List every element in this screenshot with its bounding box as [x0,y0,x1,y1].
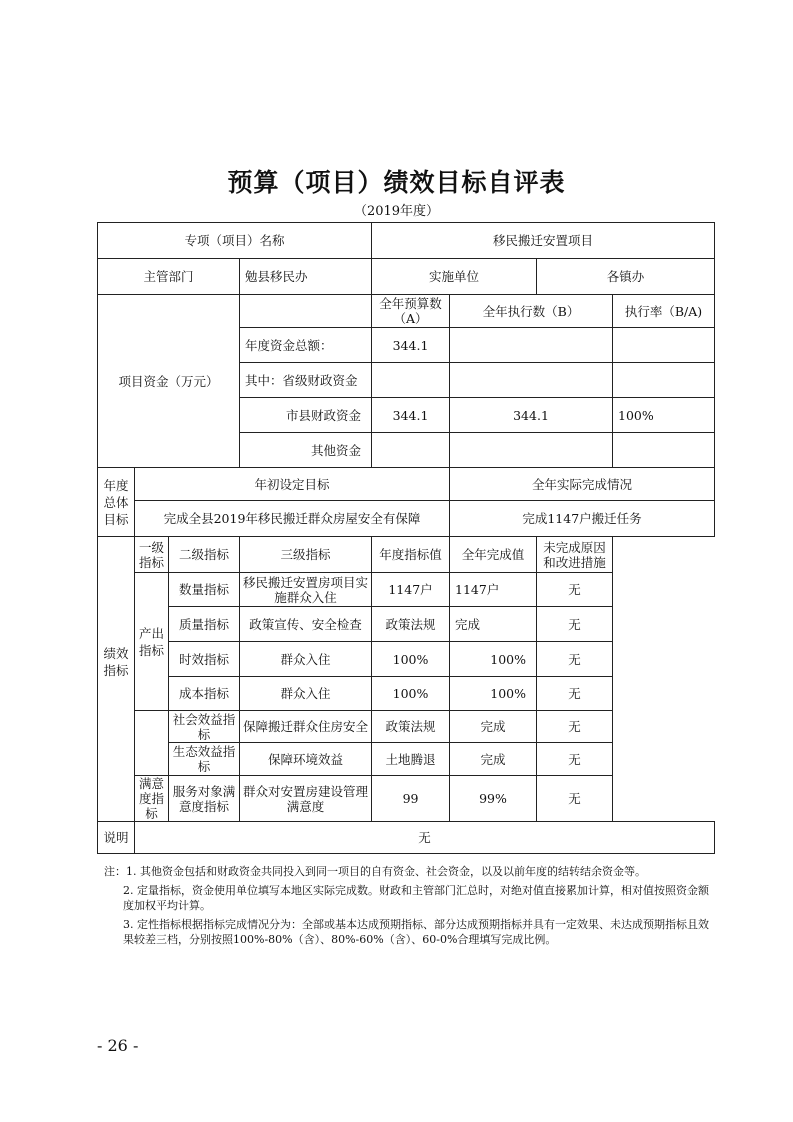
perf-level2: 社会效益指标 [169,711,240,743]
fund-row-b [450,433,613,468]
fund-row-a: 344.1 [372,398,450,433]
perf-header: 全年完成值 [450,537,537,573]
goal-section-label: 年度总体目标 [98,468,135,537]
self-evaluation-table [97,222,715,854]
perf-level3: 保障环境效益 [240,743,372,776]
goal-header-right: 全年实际完成情况 [450,468,715,501]
perf-actual: 完成 [450,743,537,776]
perf-target: 政策法规 [372,711,450,743]
perf-actual: 完成 [450,607,537,642]
page-subtitle: （2019年度） [353,204,440,219]
perf-level2: 成本指标 [169,677,240,711]
footnote: 2. 定量指标，资金使用单位填写本地区实际完成数。财政和主管部门汇总时，对绝对值直接累加计算，相对值按照资金额度加权平均计算。 [123,883,709,912]
table-row [98,537,715,573]
perf-target: 政策法规 [372,607,450,642]
perf-target: 99 [372,776,450,822]
fund-header-a: 全年预算数（A） [372,295,450,328]
page-number: - 26 - [97,1036,139,1055]
perf-header: 年度指标值 [372,537,450,573]
footnote: 注：1. 其他资金包括和财政资金共同投入到同一项目的自有资金、社会资金，以及以前年度的结转结余资金等。 [104,865,646,878]
table-row [98,295,715,328]
footnote: 3. 定性指标根据指标完成情况分为：全部或基本达成预期指标、部分达成预期指标并具有一定效果、未达成预期指标且效果较差三档，分别按照100%-80%（含）、80%-60%（含）、60-0%合理填写完成比例。 [123,917,709,946]
table-row [98,776,715,822]
fund-header-empty [240,295,372,328]
perf-level3: 移民搬迁安置房项目实施群众入住 [240,573,372,607]
table-row [98,468,715,501]
perf-reason: 无 [537,642,613,677]
perf-target: 100% [372,677,450,711]
perf-level2: 质量指标 [169,607,240,642]
benefit-indicator-label [135,711,169,776]
perf-level3: 群众入住 [240,677,372,711]
table-row [98,223,715,259]
perf-level2: 生态效益指标 [169,743,240,776]
dept-label: 主管部门 [98,259,240,295]
table-row [98,711,715,743]
perf-target: 1147户 [372,573,450,607]
fund-row-label: 其他资金 [240,433,372,468]
perf-level3: 政策宣传、安全检查 [240,607,372,642]
notes-value: 无 [135,822,715,854]
perf-target: 100% [372,642,450,677]
fund-row-rate [613,363,715,398]
page-title: 预算（项目）绩效目标自评表 [227,168,566,197]
perf-header: 一级指标 [135,537,169,573]
perf-level2: 数量指标 [169,573,240,607]
table-row [98,501,715,537]
fund-row-rate [613,328,715,363]
perf-reason: 无 [537,776,613,822]
table-row [98,259,715,295]
perf-header: 二级指标 [169,537,240,573]
goal-left: 完成全县2019年移民搬迁群众房屋安全有保障 [135,501,450,537]
perf-actual: 100% [450,642,537,677]
goal-right: 完成1147户搬迁任务 [450,501,715,537]
perf-reason: 无 [537,607,613,642]
fund-row-a: 344.1 [372,328,450,363]
perf-level3: 群众入住 [240,642,372,677]
goal-header-left: 年初设定目标 [135,468,450,501]
output-indicator-label: 产出指标 [135,573,169,711]
perf-target: 土地腾退 [372,743,450,776]
perf-actual: 完成 [450,711,537,743]
perf-level3: 群众对安置房建设管理满意度 [240,776,372,822]
project-name-value: 移民搬迁安置项目 [372,223,715,259]
fund-row-a [372,363,450,398]
project-name-label: 专项（项目）名称 [98,223,372,259]
table-row [98,822,715,854]
perf-actual: 100% [450,677,537,711]
table-row [98,607,715,642]
perf-header: 未完成原因和改进措施 [537,537,613,573]
fund-header-rate: 执行率（B/A) [613,295,715,328]
fund-row-b [450,328,613,363]
perf-level2: 时效指标 [169,642,240,677]
perf-level3: 保障搬迁群众住房安全 [240,711,372,743]
footnotes [104,864,714,951]
perf-actual: 1147户 [450,573,537,607]
perf-reason: 无 [537,743,613,776]
perf-header: 三级指标 [240,537,372,573]
impl-unit-value: 各镇办 [537,259,715,295]
table-row [98,642,715,677]
perf-reason: 无 [537,677,613,711]
fund-row-label: 年度资金总额： [240,328,372,363]
fund-row-label: 其中：省级财政资金 [240,363,372,398]
table-row [98,677,715,711]
impl-unit-label: 实施单位 [372,259,537,295]
perf-level2: 服务对象满意度指标 [169,776,240,822]
table-row [98,743,715,776]
notes-label: 说明 [98,822,135,854]
perf-section-label: 绩效指标 [98,537,135,822]
satisfaction-indicator-label: 满意度指标 [135,776,169,822]
table-row [98,573,715,607]
perf-reason: 无 [537,711,613,743]
fund-row-rate [613,433,715,468]
perf-reason: 无 [537,573,613,607]
fund-row-a [372,433,450,468]
fund-section-label: 项目资金（万元） [98,295,240,468]
fund-row-label: 市县财政资金 [240,398,372,433]
perf-actual: 99% [450,776,537,822]
dept-value: 勉县移民办 [240,259,372,295]
fund-row-b [450,363,613,398]
fund-row-b: 344.1 [450,398,613,433]
fund-header-b: 全年执行数（B） [450,295,613,328]
fund-row-rate: 100% [613,398,715,433]
